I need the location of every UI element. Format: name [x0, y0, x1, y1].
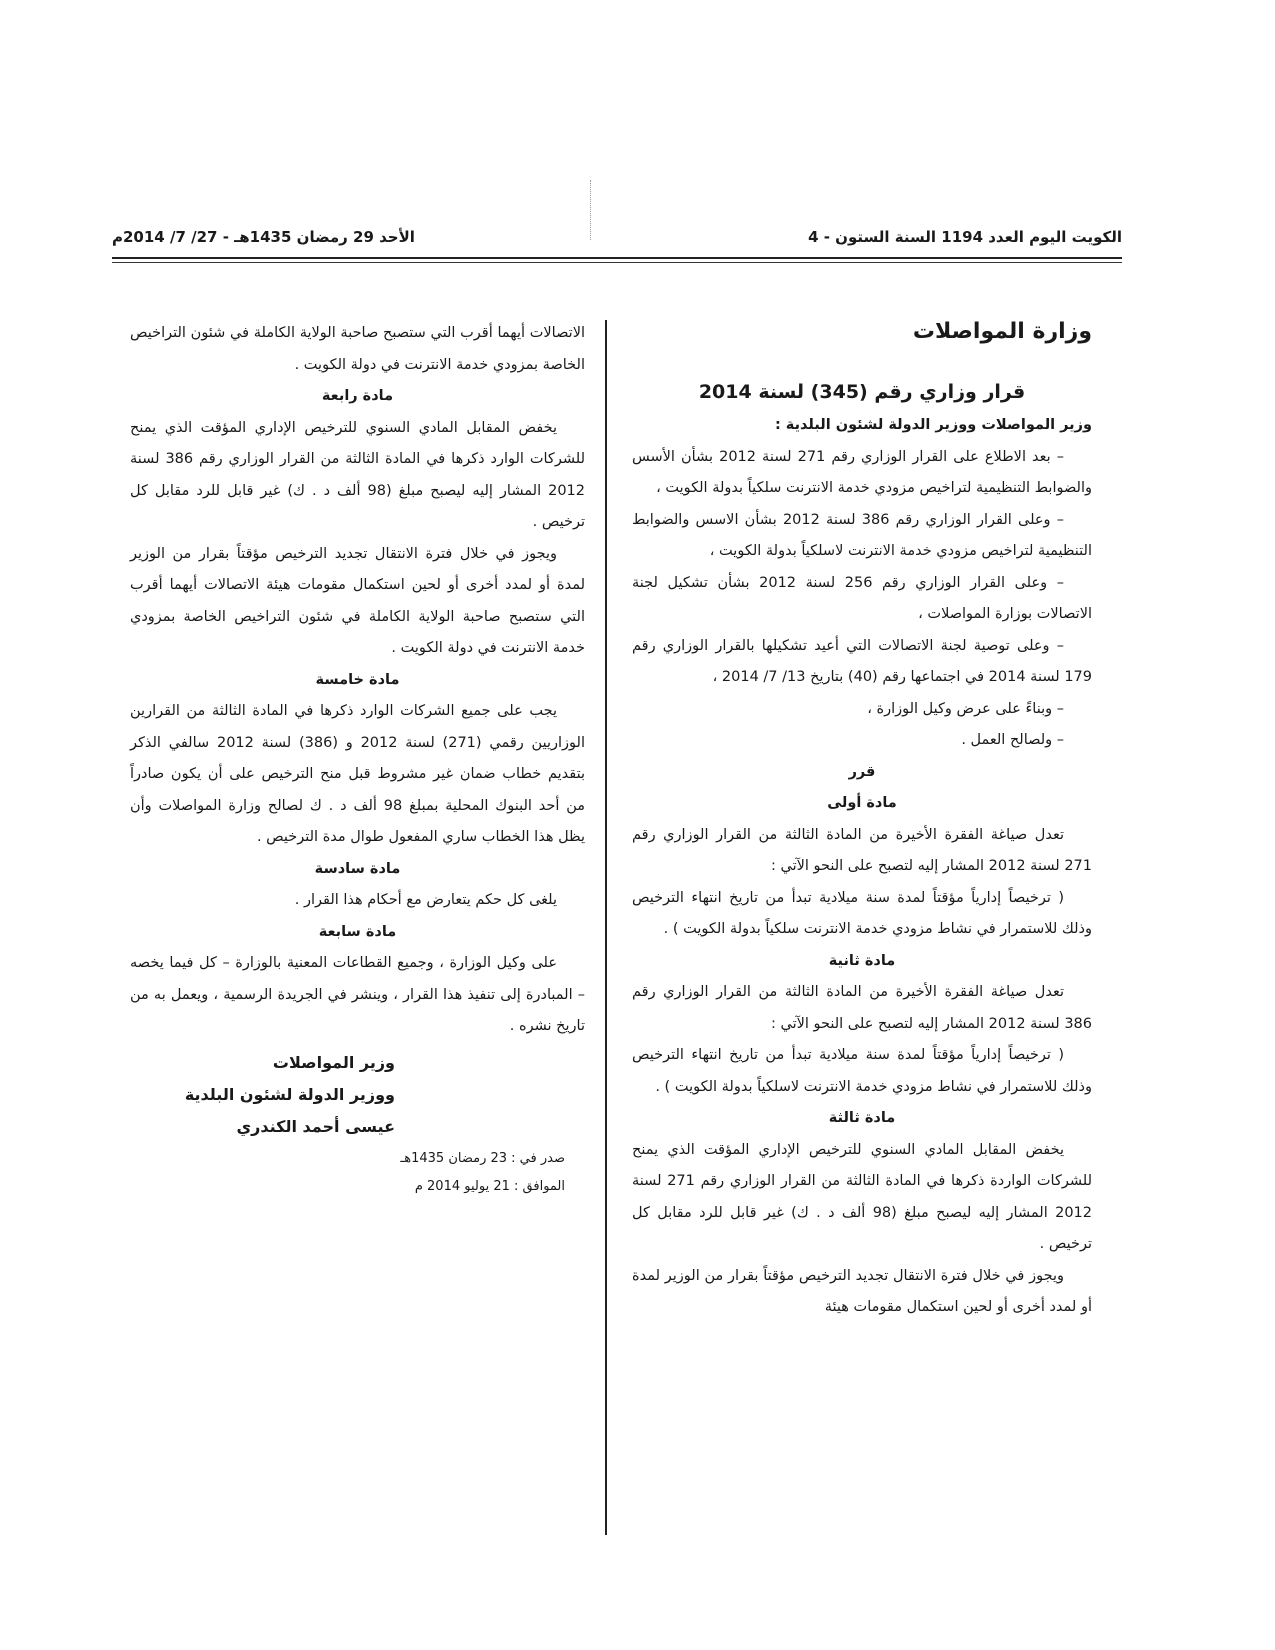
column-divider: [605, 320, 607, 1535]
preamble-item: – وبناءً على عرض وكيل الوزارة ،: [867, 700, 1064, 717]
header-issue-date: الأحد 29 رمضان 1435هـ - 27/ 7/ 2014م: [112, 228, 415, 246]
right-column: [632, 312, 1092, 1324]
article-2-text: تعدل صياغة الفقرة الأخيرة من المادة الثالثة من القرار الوزاري رقم 386 لسنة 2012 المشار إليه لتصبح على النحو الآتي :: [632, 984, 1092, 1032]
signatory-name: عيسى أحمد الكندري: [236, 1116, 395, 1136]
article-4-text: يخفض المقابل المادي السنوي للترخيص الإداري المؤقت الذي يمنح للشركات الوارد ذكرها في المادة الثالثة من القرار الوزاري رقم 386 لسنة 2012 المشار إليه ليصبح مبلغ (98 ألف د . ك) غير قابل للرد مقابل كل ترخيص .: [130, 419, 585, 530]
decision-title: قرار وزاري رقم (345) لسنة 2014: [698, 381, 1026, 403]
article-4-title: مادة رابعة: [321, 388, 394, 404]
left-column: [130, 318, 585, 1199]
header-rule-thick: [112, 257, 1122, 259]
issue-date-hijri: صدر في : 23 رمضان 1435هـ: [400, 1150, 565, 1166]
signature-title-2: ووزير الدولة لشئون البلدية: [184, 1084, 395, 1104]
issue-date-gregorian: الموافق : 21 يوليو 2014 م: [414, 1178, 565, 1194]
article-3-title: مادة ثالثة: [828, 1110, 896, 1126]
article-3-text: يخفض المقابل المادي السنوي للترخيص الإداري المؤقت الذي يمنح للشركات الواردة ذكرها في المادة الثالثة من القرار الوزاري رقم 271 لسنة 2012 المشار إليه ليصبح مبلغ (98 ألف د . ك) غير قابل للرد مقابل كل ترخيص .: [632, 1141, 1092, 1252]
preamble-item: – وعلى القرار الوزاري رقم 256 لسنة 2012 بشأن تشكيل لجنة الاتصالات بوزارة المواصلات ،: [632, 574, 1092, 622]
article-5-text: يجب على جميع الشركات الوارد ذكرها في المادة الثالثة من القرارين الوزاريين رقمي (271) لسنة 2012 و (386) لسنة 2012 سالفي الذكر بتقديم خطاب ضمان غير مشروط قبل منح الترخيص على أن يكون صادراً من أحد البنوك المحلية بمبلغ 98 ألف د . ك لصالح وزارة المواصلات وأن يظل هذا الخطاب ساري المفعول طوال مدة الترخيص .: [130, 703, 586, 845]
preamble-item: – وعلى توصية لجنة الاتصالات التي أعيد تشكيلها بالقرار الوزاري رقم 179 لسنة 2014 في اجتماعها رقم (40) بتاريخ 13/ 7/ 2014 ،: [632, 637, 1092, 685]
article-1-quote: ( ترخيصاً إدارياً مؤقتاً لمدة سنة ميلادية تبدأ من تاريخ انتهاء الترخيص وذلك للاستمرار في نشاط مزودي خدمة الانترنت سلكياً بدولة الكويت ) .: [632, 889, 1092, 937]
header-rule-thin: [112, 262, 1122, 263]
article-3-continuation: ويجوز في خلال فترة الانتقال تجديد الترخيص مؤقتاً بقرار من الوزير لمدة أو لمدد أخرى أو لحين استكمال مقومات هيئة: [632, 1267, 1092, 1315]
article-6-text: يلغى كل حكم يتعارض مع أحكام هذا القرار .: [294, 892, 557, 908]
preamble-item: – ولصالح العمل .: [961, 732, 1064, 748]
article-2-title: مادة ثانية: [828, 952, 896, 969]
ministry-name: وزارة المواصلات: [912, 319, 1092, 344]
signature-title: وزير المواصلات: [272, 1052, 395, 1072]
page-header: [112, 222, 1122, 252]
article-7-title: مادة سابعة: [318, 923, 397, 940]
article-1-title: مادة أولى: [827, 795, 897, 811]
decision-issuer: وزير المواصلات ووزير الدولة لشئون البلدية :: [774, 417, 1092, 433]
header-issue-number: الكويت اليوم العدد 1194 السنة الستون - 4: [808, 228, 1122, 246]
article-5-title: مادة خامسة: [315, 671, 400, 688]
preamble-item: – وعلى القرار الوزاري رقم 386 لسنة 2012 بشأن الاسس والضوابط التنظيمية لتراخيص مزودي خدمة الانترنت لاسلكياً بدولة الكويت ،: [632, 511, 1092, 559]
article-4-continuation: ويجوز في خلال فترة الانتقال تجديد الترخيص مؤقتاً بقرار من الوزير لمدة أو لمدد أخرى أو لحين استكمال مقومات هيئة الاتصالات أيهما أقرب التي ستصبح صاحبة الولاية الكاملة في شئون التراخيص الخاصة بمزودي خدمة الانترنت في دولة الكويت .: [130, 545, 585, 656]
decides-heading: قرر: [848, 763, 876, 780]
preamble-item: – بعد الاطلاع على القرار الوزاري رقم 271 لسنة 2012 بشأن الأسس والضوابط التنظيمية لتراخيص مزودي خدمة الانترنت سلكياً بدولة الكويت ،: [632, 448, 1092, 496]
continued-text: الاتصالات أيهما أقرب التي ستصبح صاحبة الولاية الكاملة في شئون التراخيص الخاصة بمزودي خدمة الانترنت في دولة الكويت .: [130, 325, 585, 373]
article-7-text: على وكيل الوزارة ، وجميع القطاعات المعنية بالوزارة – كل فيما يخصه – المبادرة إلى تنفيذ هذا القرار ، وينشر في الجريدة الرسمية ، ويعمل به من تاريخ نشره .: [130, 955, 585, 1034]
article-1-text: تعدل صياغة الفقرة الأخيرة من المادة الثالثة من القرار الوزاري رقم 271 لسنة 2012 المشار إليه لتصبح على النحو الآتي :: [632, 826, 1092, 874]
article-2-quote: ( ترخيصاً إدارياً مؤقتاً لمدة سنة ميلادية تبدأ من تاريخ انتهاء الترخيص وذلك للاستمرار في نشاط مزودي خدمة الانترنت لاسلكياً بدولة الكويت ) .: [632, 1047, 1092, 1095]
article-6-title: مادة سادسة: [314, 860, 401, 877]
